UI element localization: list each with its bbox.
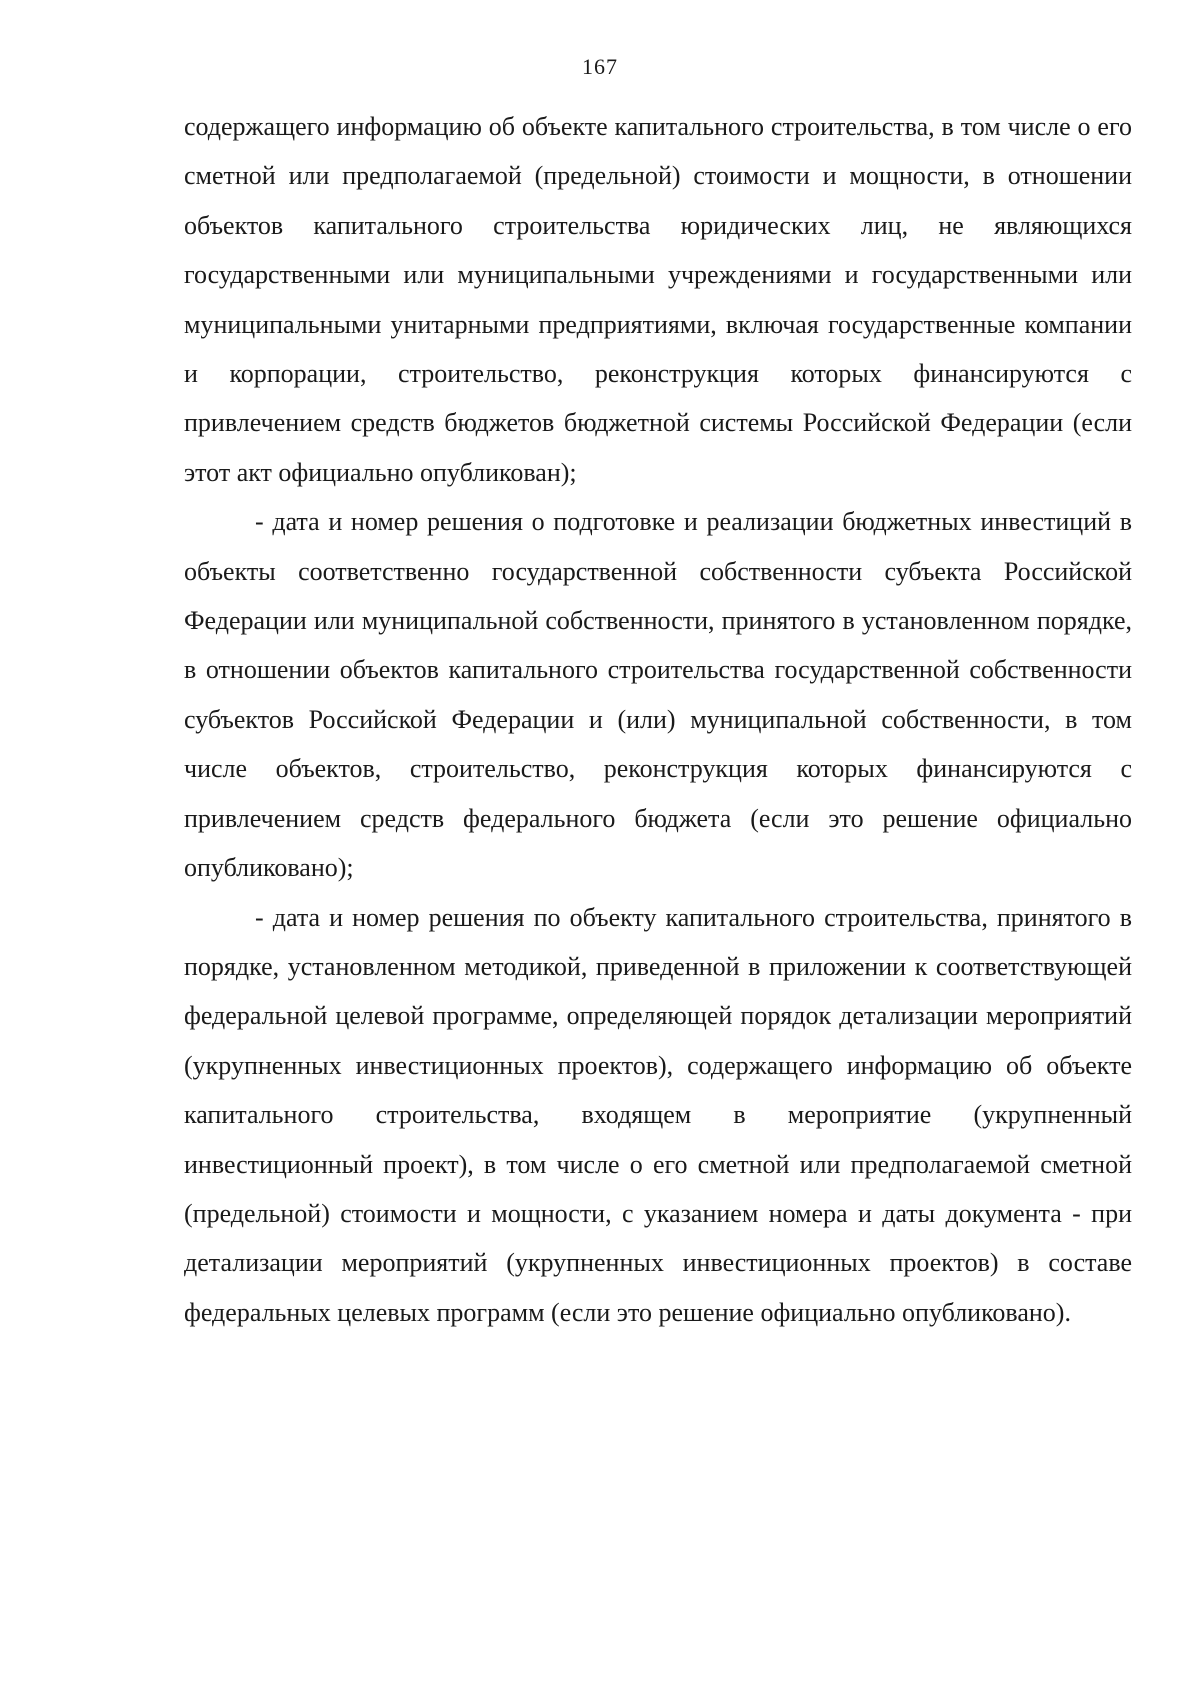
paragraph-list-item: - дата и номер решения о подготовке и реализации бюджетных инвестиций в объекты соответственно государственной собственности субъекта Российской Федерации или муниципальной собственности, принятого в установленном порядке, в отношении объектов капитального строительства государственной собственности субъектов Российской Федерации и (или) муниципальной собственности, в том числе объектов, строительство, реконструкция которых финансируются с привлечением средств федерального бюджета (если это решение официально опубликовано); [184, 507, 1132, 883]
paragraph-continuation: содержащего информацию об объекте капитального строительства, в том числе о его сметной или предполагаемой (предельной) стоимости и мощности, в отношении объектов капитального строительства юридических лиц, не являющихся государственными или муниципальными учреждениями и государственными или муниципальными унитарными предприятиями, включая государственные компании и корпорации, строительство, реконструкция которых финансируются с привлечением средств бюджетов бюджетной системы Российской Федерации (если этот акт официально опубликован); [184, 112, 1132, 487]
page-number: 167 [582, 54, 618, 79]
paragraph-list-item: - дата и номер решения по объекту капитального строительства, принятого в порядке, установленном методикой, приведенной в приложении к соответствующей федеральной целевой программе, определяющей порядок детализации мероприятий (укрупненных инвестиционных проектов), содержащего информацию об объекте капитального строительства, входящем в мероприятие (укрупненный инвестиционный проект), в том числе о его сметной или предполагаемой сметной (предельной) стоимости и мощности, с указанием номера и даты документа - при детализации мероприятий (укрупненных инвестиционных проектов) в составе федеральных целевых программ (если это решение официально опубликовано). [184, 902, 1132, 1327]
document-body [184, 102, 1132, 1337]
